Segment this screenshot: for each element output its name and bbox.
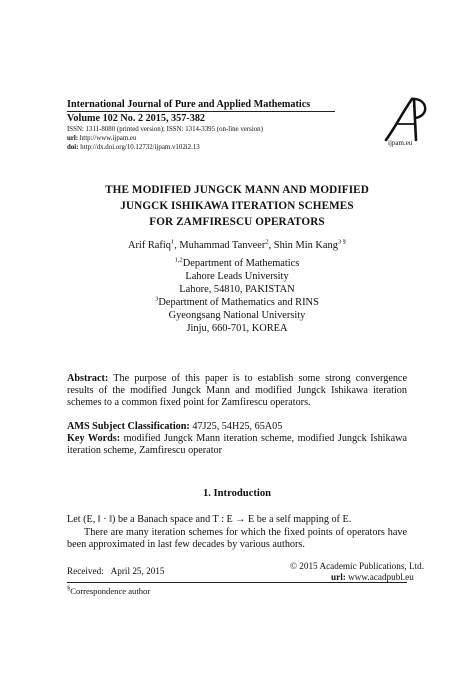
authors-line — [0, 240, 474, 251]
intro-line-1: Let (E, ‖ · ‖) be a Banach space and T : E → E be a self mapping of E. — [67, 514, 352, 525]
abstract — [67, 373, 407, 410]
title-line-3: FOR ZAMFIRESCU OPERATORS — [149, 216, 325, 228]
author-3: , Shin Min Kang — [268, 240, 338, 251]
doi-link[interactable]: http://dx.doi.org/10.12732/ijpam.v102i2.13 — [80, 144, 200, 151]
aff2-line-1 — [0, 297, 474, 308]
aff1-line-3: Lahore, 54810, PAKISTAN — [179, 284, 295, 295]
section-heading: 1. Introduction — [202, 488, 272, 499]
aff1-department: Department of Mathematics — [182, 258, 300, 269]
publisher-url-label: url: — [331, 572, 346, 582]
note-text: Correspondence author — [70, 586, 151, 596]
aff1-line-2: Lahore Leads University — [185, 271, 289, 282]
keywords — [67, 433, 407, 457]
author-2-mark: 2 — [265, 238, 269, 246]
abstract-label: Abstract: — [67, 373, 109, 384]
title-line-1: THE MODIFIED JUNGCK MANN AND MODIFIED — [105, 184, 369, 196]
received-line — [67, 566, 164, 576]
footer-rule — [67, 582, 407, 583]
author-3-mark: 3 § — [337, 238, 347, 246]
correspondence-note — [67, 586, 150, 596]
publisher-url-line — [331, 572, 414, 582]
issn-line: ISSN: 1311-8080 (printed version); ISSN: 1314-3395 (on-line version) — [67, 126, 263, 133]
aff2-mark: 3 — [155, 295, 159, 303]
aff1-mark: 1,2 — [174, 256, 183, 264]
author-1: Arif Rafiq — [127, 240, 171, 251]
abstract-text: The purpose of this paper is to establish some strong convergence results of the modified Jungck Mann and modified Jungck Ishikawa iteration schemes to a common fixed point for Zamfirescu operators. — [67, 373, 407, 409]
ams-label: AMS Subject Classification: — [67, 421, 190, 432]
aff2-line-3: Jinju, 660-701, KOREA — [186, 323, 288, 334]
aff2-department: Department of Mathematics and RINS — [158, 297, 319, 308]
volume-line: Volume 102 No. 2 2015, 357-382 — [67, 113, 206, 124]
url-line — [67, 135, 136, 142]
journal-name: International Journal of Pure and Applied Mathematics — [67, 99, 335, 112]
intro-paragraph-2: There are many iteration schemes for which the fixed points of operators have been approximated in last few decades by various authors. — [67, 527, 407, 551]
journal-url-link[interactable]: http://www.ijpam.eu — [79, 135, 137, 142]
author-2: , Muhammad Tanveer — [174, 240, 266, 251]
keywords-text: modified Jungck Mann iteration scheme, modified Jungck Ishikawa iteration scheme, Zamfirescu operator — [67, 433, 407, 457]
doi-label: doi: — [67, 144, 79, 151]
title-line-2: JUNGCK ISHIKAWA ITERATION SCHEMES — [120, 200, 354, 212]
ams-classification — [67, 421, 407, 433]
ams-codes: 47J25, 54H25, 65A05 — [192, 421, 283, 432]
received-date: April 25, 2015 — [110, 566, 165, 576]
logo-url: ijpam.eu — [388, 139, 413, 147]
author-1-mark: 1 — [170, 238, 175, 246]
keywords-label: Key Words: — [67, 433, 121, 444]
note-mark: § — [67, 585, 71, 593]
aff1-line-1 — [0, 258, 474, 269]
publisher-url-link[interactable]: www.acadpubl.eu — [348, 572, 414, 582]
copyright: © 2015 Academic Publications, Ltd. — [290, 561, 425, 571]
doi-line — [67, 144, 200, 151]
journal-logo-icon — [382, 96, 432, 142]
url-label: url: — [67, 135, 79, 142]
received-label: Received: — [67, 566, 104, 576]
aff2-line-2: Gyeongsang National University — [168, 310, 306, 321]
